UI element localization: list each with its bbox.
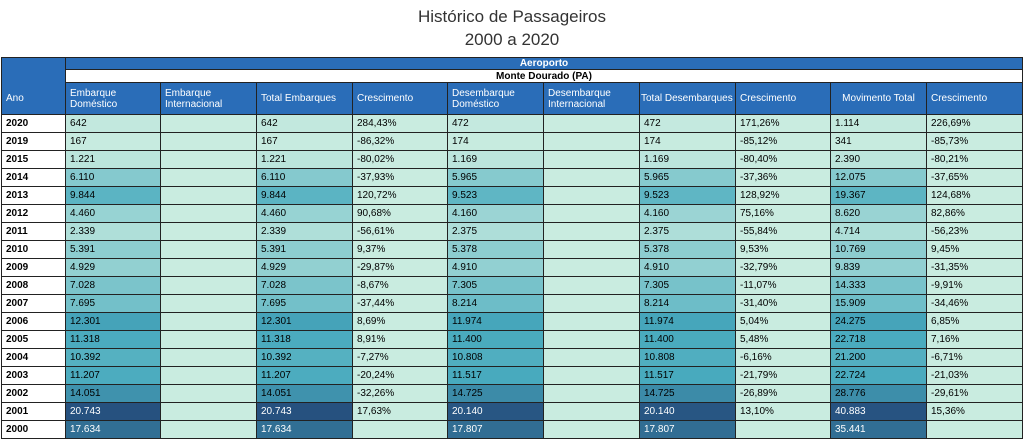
data-cell: 4.160 <box>640 205 736 223</box>
data-cell <box>544 115 640 133</box>
data-cell <box>161 403 257 421</box>
data-cell: 174 <box>640 133 736 151</box>
data-cell: -9,91% <box>927 277 1023 295</box>
data-cell <box>544 385 640 403</box>
data-cell: 11.400 <box>640 331 736 349</box>
year-cell: 2009 <box>2 259 66 277</box>
data-cell: -56,23% <box>927 223 1023 241</box>
year-cell: 2015 <box>2 151 66 169</box>
data-cell <box>544 295 640 313</box>
data-cell: 9.844 <box>257 187 353 205</box>
data-cell: 171,26% <box>736 115 831 133</box>
data-cell: 20.743 <box>66 403 161 421</box>
column-header[interactable]: Crescimento <box>927 83 1023 115</box>
column-header[interactable]: Embarque Doméstico <box>66 83 161 115</box>
data-cell: 15,36% <box>927 403 1023 421</box>
data-cell: 10.808 <box>448 349 544 367</box>
data-cell: 2.339 <box>66 223 161 241</box>
table-row <box>2 277 1023 295</box>
data-cell: 14.051 <box>66 385 161 403</box>
data-cell: 1.221 <box>257 151 353 169</box>
data-cell: -6,71% <box>927 349 1023 367</box>
year-cell: 2014 <box>2 169 66 187</box>
year-cell: 2010 <box>2 241 66 259</box>
data-cell <box>544 205 640 223</box>
data-cell: 12.301 <box>66 313 161 331</box>
chart-subtitle: 2000 a 2020 <box>464 30 560 49</box>
data-cell: -29,61% <box>927 385 1023 403</box>
data-cell: 24.275 <box>831 313 927 331</box>
data-cell: 22.718 <box>831 331 927 349</box>
data-cell: 226,69% <box>927 115 1023 133</box>
data-cell: 11.400 <box>448 331 544 349</box>
data-cell: -31,35% <box>927 259 1023 277</box>
data-cell <box>161 277 257 295</box>
year-cell: 2001 <box>2 403 66 421</box>
data-cell: -32,79% <box>736 259 831 277</box>
data-cell <box>927 421 1023 439</box>
data-cell: 82,86% <box>927 205 1023 223</box>
table-row <box>2 385 1023 403</box>
data-cell: -20,24% <box>353 367 448 385</box>
data-cell: 14.051 <box>257 385 353 403</box>
table-row <box>2 331 1023 349</box>
data-cell: 17.634 <box>257 421 353 439</box>
data-cell: 5.391 <box>257 241 353 259</box>
data-cell: -85,73% <box>927 133 1023 151</box>
data-cell: 2.390 <box>831 151 927 169</box>
column-header[interactable]: Total Embarques <box>257 83 353 115</box>
header-corner-2 <box>2 70 66 83</box>
data-cell: 6.110 <box>66 169 161 187</box>
table-row <box>2 241 1023 259</box>
table-row <box>2 421 1023 439</box>
data-cell: 472 <box>640 115 736 133</box>
data-cell: 9,45% <box>927 241 1023 259</box>
data-cell <box>544 151 640 169</box>
year-cell: 2019 <box>2 133 66 151</box>
data-cell: 20.743 <box>257 403 353 421</box>
data-cell: 4.460 <box>257 205 353 223</box>
data-cell <box>161 187 257 205</box>
data-cell <box>161 133 257 151</box>
data-cell: 17,63% <box>353 403 448 421</box>
data-cell <box>161 313 257 331</box>
data-cell <box>544 133 640 151</box>
data-cell <box>161 295 257 313</box>
year-cell: 2002 <box>2 385 66 403</box>
data-cell: 10.808 <box>640 349 736 367</box>
data-cell: -21,79% <box>736 367 831 385</box>
table-row <box>2 313 1023 331</box>
data-cell: 2.339 <box>257 223 353 241</box>
data-cell <box>544 421 640 439</box>
data-cell: 90,68% <box>353 205 448 223</box>
data-cell: 4.910 <box>640 259 736 277</box>
table-row <box>2 151 1023 169</box>
data-cell: 9,53% <box>736 241 831 259</box>
data-cell: 9.523 <box>448 187 544 205</box>
data-cell: 8.214 <box>640 295 736 313</box>
data-cell: 9,37% <box>353 241 448 259</box>
data-cell: -8,67% <box>353 277 448 295</box>
year-cell: 2006 <box>2 313 66 331</box>
data-cell: 120,72% <box>353 187 448 205</box>
data-cell: -37,65% <box>927 169 1023 187</box>
chart-title: Histórico de Passageiros <box>417 7 607 26</box>
data-cell: -32,26% <box>353 385 448 403</box>
data-cell: 17.807 <box>448 421 544 439</box>
table-row <box>2 295 1023 313</box>
data-cell: -80,40% <box>736 151 831 169</box>
data-cell: -29,87% <box>353 259 448 277</box>
data-cell: -7,27% <box>353 349 448 367</box>
table-row <box>2 115 1023 133</box>
table-row <box>2 403 1023 421</box>
data-cell: 4.714 <box>831 223 927 241</box>
data-cell: 7.695 <box>66 295 161 313</box>
data-cell: 7,16% <box>927 331 1023 349</box>
airport-header: Monte Dourado (PA) <box>66 70 1023 83</box>
data-cell: 1.221 <box>66 151 161 169</box>
data-cell: 4.460 <box>66 205 161 223</box>
year-cell: 2013 <box>2 187 66 205</box>
data-cell: 14.333 <box>831 277 927 295</box>
data-cell <box>544 367 640 385</box>
table-row <box>2 259 1023 277</box>
year-cell: 2007 <box>2 295 66 313</box>
data-cell <box>544 259 640 277</box>
data-cell: 4.160 <box>448 205 544 223</box>
data-cell: -85,12% <box>736 133 831 151</box>
data-cell: 128,92% <box>736 187 831 205</box>
data-cell: 19.367 <box>831 187 927 205</box>
data-cell: 11.517 <box>448 367 544 385</box>
data-cell: 11.318 <box>257 331 353 349</box>
data-cell: 11.517 <box>640 367 736 385</box>
year-cell: 2008 <box>2 277 66 295</box>
data-cell: 2.375 <box>640 223 736 241</box>
data-cell: 8.620 <box>831 205 927 223</box>
data-cell: 13,10% <box>736 403 831 421</box>
year-cell: 2003 <box>2 367 66 385</box>
data-cell: 5.391 <box>66 241 161 259</box>
data-cell: -55,84% <box>736 223 831 241</box>
data-cell <box>544 223 640 241</box>
data-cell: 11.974 <box>448 313 544 331</box>
table-row <box>2 169 1023 187</box>
data-cell: 4.929 <box>257 259 353 277</box>
data-cell: 20.140 <box>640 403 736 421</box>
data-cell: -21,03% <box>927 367 1023 385</box>
group-header: Aeroporto <box>66 58 1023 70</box>
data-cell <box>161 205 257 223</box>
data-cell <box>161 349 257 367</box>
data-cell: 12.301 <box>257 313 353 331</box>
data-cell: 9.523 <box>640 187 736 205</box>
year-column-header[interactable]: Ano <box>2 83 66 115</box>
data-cell: 10.769 <box>831 241 927 259</box>
data-cell: -80,02% <box>353 151 448 169</box>
data-cell: 7.028 <box>66 277 161 295</box>
data-cell: 22.724 <box>831 367 927 385</box>
data-cell: 40.883 <box>831 403 927 421</box>
data-cell: 10.392 <box>66 349 161 367</box>
year-cell: 2012 <box>2 205 66 223</box>
data-cell <box>544 241 640 259</box>
table-row <box>2 349 1023 367</box>
data-cell <box>736 421 831 439</box>
data-cell: 21.200 <box>831 349 927 367</box>
data-cell: 11.207 <box>257 367 353 385</box>
table-row <box>2 187 1023 205</box>
data-cell: 1.169 <box>448 151 544 169</box>
year-cell: 2000 <box>2 421 66 439</box>
year-cell: 2011 <box>2 223 66 241</box>
data-cell: 7.028 <box>257 277 353 295</box>
table-row <box>2 223 1023 241</box>
passenger-table <box>1 57 1023 439</box>
data-cell: 11.974 <box>640 313 736 331</box>
data-cell: 124,68% <box>927 187 1023 205</box>
data-cell <box>161 331 257 349</box>
data-cell: 8.214 <box>448 295 544 313</box>
data-cell <box>544 403 640 421</box>
data-cell <box>161 259 257 277</box>
data-cell: 167 <box>257 133 353 151</box>
year-cell: 2020 <box>2 115 66 133</box>
data-cell: -11,07% <box>736 277 831 295</box>
data-cell: 5.965 <box>448 169 544 187</box>
data-cell: 5,04% <box>736 313 831 331</box>
data-cell: 6,85% <box>927 313 1023 331</box>
data-cell <box>161 421 257 439</box>
column-header[interactable]: Total Desembarques <box>640 83 736 115</box>
data-cell: -37,36% <box>736 169 831 187</box>
data-cell <box>353 421 448 439</box>
data-cell: 17.807 <box>640 421 736 439</box>
column-header[interactable]: Movimento Total <box>831 83 927 115</box>
data-cell: 11.318 <box>66 331 161 349</box>
data-cell: -37,93% <box>353 169 448 187</box>
data-cell: 2.375 <box>448 223 544 241</box>
data-cell: 6.110 <box>257 169 353 187</box>
data-cell: 5.378 <box>448 241 544 259</box>
data-cell: -80,21% <box>927 151 1023 169</box>
data-cell: 75,16% <box>736 205 831 223</box>
data-cell: 1.169 <box>640 151 736 169</box>
data-cell <box>544 187 640 205</box>
year-cell: 2005 <box>2 331 66 349</box>
data-cell: 5,48% <box>736 331 831 349</box>
data-cell: 15.909 <box>831 295 927 313</box>
year-cell: 2004 <box>2 349 66 367</box>
data-cell: 14.725 <box>640 385 736 403</box>
data-cell <box>161 151 257 169</box>
data-cell: -37,44% <box>353 295 448 313</box>
data-cell <box>161 169 257 187</box>
column-header[interactable]: Desembarque Internacional <box>544 83 640 115</box>
column-header[interactable]: Crescimento <box>736 83 831 115</box>
data-cell <box>161 241 257 259</box>
table-row <box>2 367 1023 385</box>
data-cell: 1.114 <box>831 115 927 133</box>
data-cell: -26,89% <box>736 385 831 403</box>
data-cell <box>544 277 640 295</box>
data-cell: 28.776 <box>831 385 927 403</box>
data-cell: 7.305 <box>448 277 544 295</box>
data-cell: 10.392 <box>257 349 353 367</box>
data-cell: 642 <box>66 115 161 133</box>
data-cell: 8,91% <box>353 331 448 349</box>
table-row <box>2 133 1023 151</box>
data-cell <box>544 331 640 349</box>
data-cell: -6,16% <box>736 349 831 367</box>
data-cell: 174 <box>448 133 544 151</box>
data-cell: 341 <box>831 133 927 151</box>
data-cell: 12.075 <box>831 169 927 187</box>
data-cell: 5.378 <box>640 241 736 259</box>
data-cell: 11.207 <box>66 367 161 385</box>
data-cell <box>161 385 257 403</box>
data-cell: -31,40% <box>736 295 831 313</box>
data-cell <box>161 223 257 241</box>
data-cell: -56,61% <box>353 223 448 241</box>
data-cell: 5.965 <box>640 169 736 187</box>
data-cell: 642 <box>257 115 353 133</box>
data-cell: 9.844 <box>66 187 161 205</box>
data-cell: -34,46% <box>927 295 1023 313</box>
data-cell <box>161 367 257 385</box>
data-cell: 284,43% <box>353 115 448 133</box>
data-cell: 14.725 <box>448 385 544 403</box>
data-cell: 7.695 <box>257 295 353 313</box>
data-cell <box>544 349 640 367</box>
data-cell: 4.929 <box>66 259 161 277</box>
header-corner <box>2 58 66 70</box>
data-cell: 9.839 <box>831 259 927 277</box>
data-cell: 7.305 <box>640 277 736 295</box>
data-cell: 20.140 <box>448 403 544 421</box>
data-cell: 472 <box>448 115 544 133</box>
column-header[interactable]: Desembarque Doméstico <box>448 83 544 115</box>
data-cell: 8,69% <box>353 313 448 331</box>
table-row <box>2 205 1023 223</box>
data-cell: 35.441 <box>831 421 927 439</box>
data-cell <box>161 115 257 133</box>
data-cell: 4.910 <box>448 259 544 277</box>
data-cell: 167 <box>66 133 161 151</box>
data-cell: 17.634 <box>66 421 161 439</box>
column-header[interactable]: Embarque Internacional <box>161 83 257 115</box>
data-cell <box>544 169 640 187</box>
column-header[interactable]: Crescimento <box>353 83 448 115</box>
data-cell: -86,32% <box>353 133 448 151</box>
data-cell <box>544 313 640 331</box>
